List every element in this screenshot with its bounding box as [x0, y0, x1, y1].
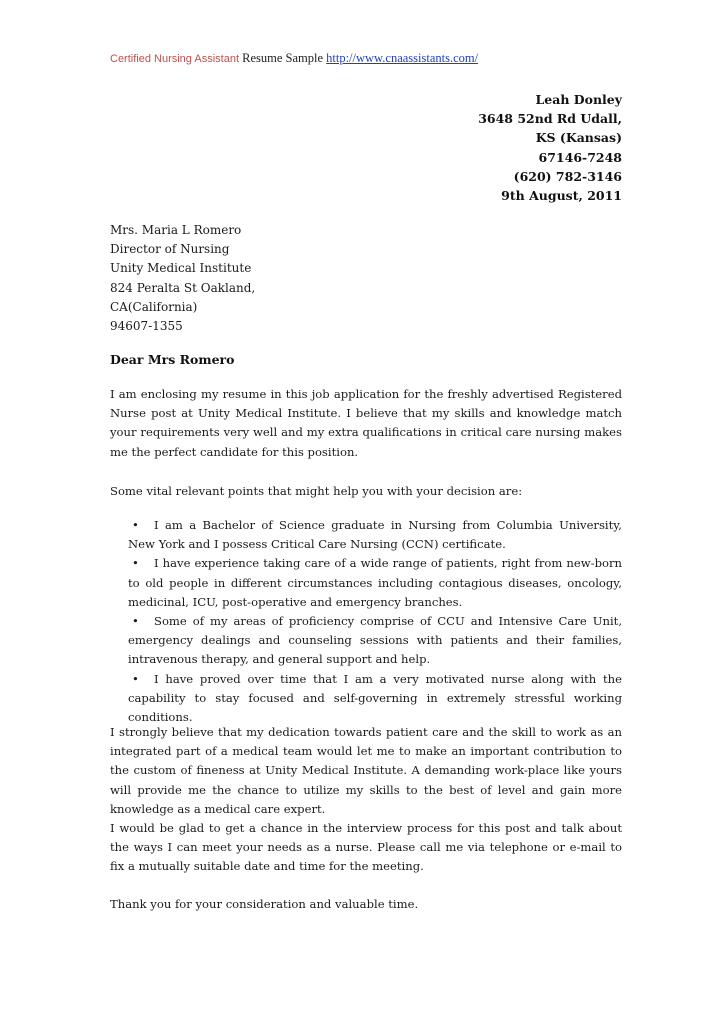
intro-paragraph: I am enclosing my resume in this job application for the freshly advertised Registered Nurse post at Unity Medical Institute. I believe that my skills and knowledge match your requirements very well and my extra qualifications in critical care nursing makes me the perfect candidate for this position.: [110, 387, 622, 459]
header-link[interactable]: http://www.cnaassistants.com/: [326, 51, 479, 65]
bullet-icon: •: [132, 556, 139, 571]
bullet-icon: •: [132, 671, 139, 686]
sender-zip: 67146-7248: [538, 149, 622, 165]
header-text: Resume Sample: [242, 51, 324, 65]
interview-paragraph: I would be glad to get a chance in the interview process for this post and talk about the ways I can meet your needs as a nurse. Please call me via telephone or e-mail to fix a mutually suitable date and time for the meeting.: [110, 821, 622, 874]
salutation: Dear Mrs Romero: [110, 352, 235, 367]
dedication-paragraph: I strongly believe that my dedication towards patient care and the skill to work as an integrated part of a medical team would let me to make an important contribution to the custom of fineness at Unity Medical Institute. A demanding work-place like yours will provide me the chance to utilize my skills to the best of level and gain more knowledge as a medical care expert.: [110, 725, 622, 816]
sender-address-block: [478, 90, 622, 205]
points-intro-paragraph: Some vital relevant points that might help you with your decision are:: [110, 484, 523, 498]
list-item: [128, 612, 622, 670]
recipient-name: Mrs. Maria L Romero: [110, 223, 242, 237]
letter-date: 9th August, 2011: [501, 188, 622, 204]
letter-page: [110, 0, 622, 1030]
list-item-text: I am a Bachelor of Science graduate in Nursing from Columbia University, New York and I possess Critical Care Nursing (CCN) certificate.: [128, 518, 622, 552]
sender-phone: (620) 782-3146: [513, 168, 622, 184]
recipient-address-block: [110, 221, 255, 336]
page-header: [110, 50, 478, 67]
list-item-text: I have experience taking care of a wide range of patients, right from new-born to old people in different circumstances including contagious diseases, oncology, medicinal, ICU, post-operative and emergency branches.: [128, 556, 622, 609]
header-brand: Certified Nursing Assistant: [110, 53, 239, 65]
sender-name: Leah Donley: [535, 92, 622, 107]
list-item: [128, 516, 622, 554]
list-item-text: Some of my areas of proficiency comprise of CCU and Intensive Care Unit, emergency dealings and counseling sessions with patients and their families, intravenous therapy, and general support and help.: [128, 614, 622, 667]
recipient-zip: 94607-1355: [110, 319, 183, 334]
bullet-icon: •: [132, 614, 139, 629]
list-item: [128, 670, 622, 728]
sender-street: 3648 52nd Rd Udall,: [478, 111, 622, 127]
list-item-text: I have proved over time that I am a very motivated nurse along with the capability to stay focused and self-governing in extremely stressful working conditions.: [128, 671, 622, 725]
qualifications-list: [128, 516, 622, 727]
list-item: [128, 554, 622, 612]
bullet-icon: •: [132, 518, 139, 532]
sender-state: KS (Kansas): [535, 130, 622, 146]
recipient-state: CA(California): [110, 299, 198, 314]
recipient-street: 824 Peralta St Oakland,: [110, 280, 256, 295]
recipient-title: Director of Nursing: [110, 242, 230, 257]
recipient-organization: Unity Medical Institute: [110, 261, 252, 276]
thanks-paragraph: Thank you for your consideration and valuable time.: [110, 897, 419, 911]
